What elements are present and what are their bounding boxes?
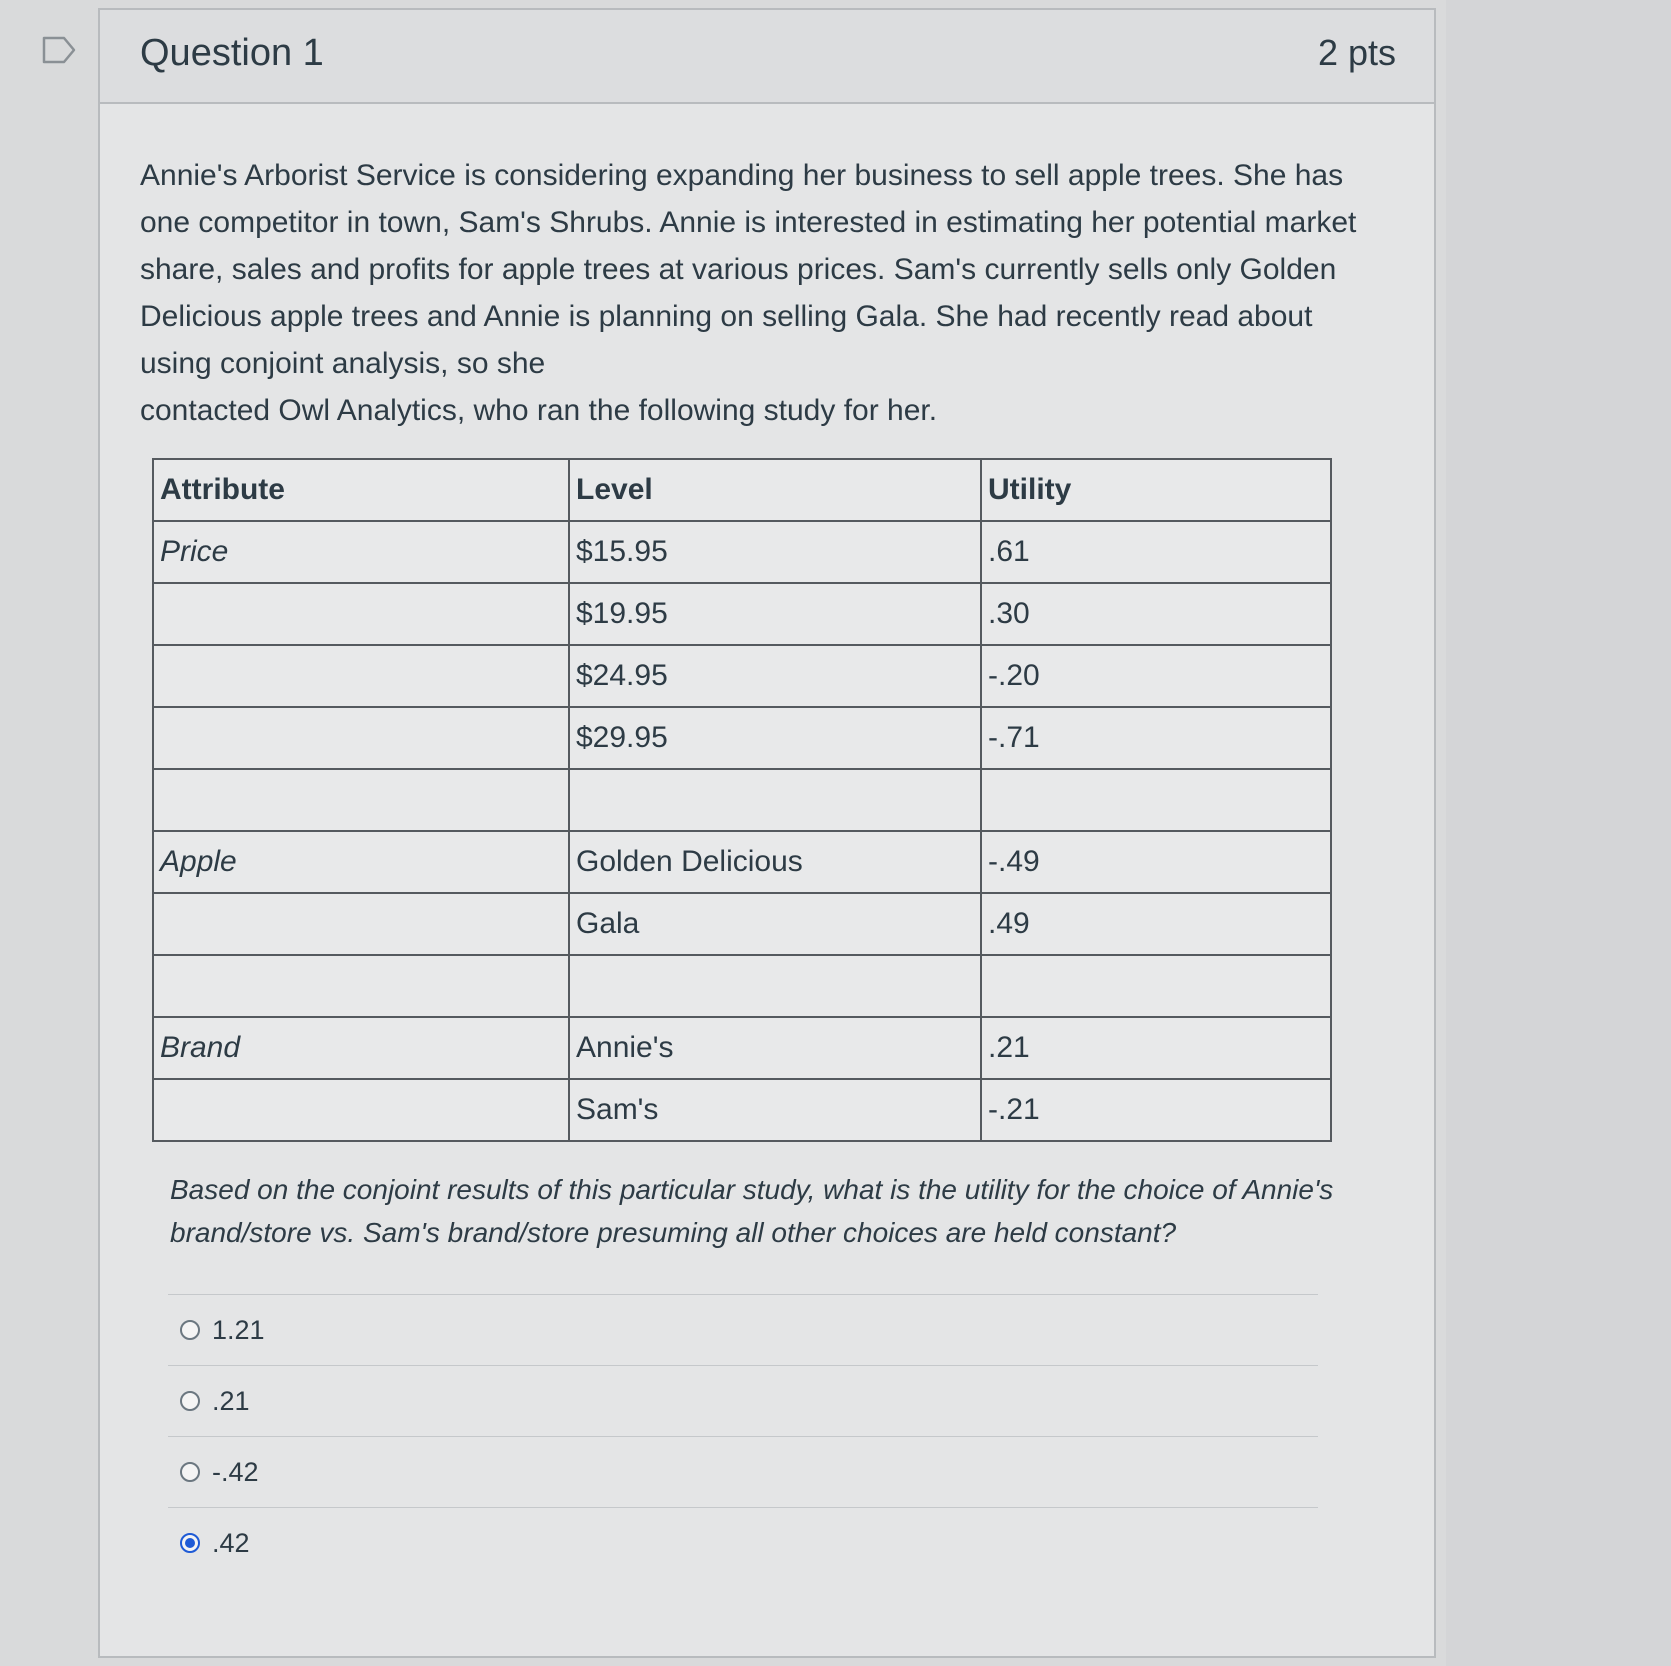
answer-label: .42 bbox=[212, 1527, 250, 1558]
answer-option[interactable] bbox=[168, 1507, 1318, 1578]
cell-level: Annie's bbox=[569, 1017, 981, 1079]
answer-label: 1.21 bbox=[212, 1314, 265, 1345]
radio-unchecked-icon[interactable] bbox=[180, 1462, 200, 1482]
cell-utility: -.49 bbox=[981, 831, 1331, 893]
cell-level: $29.95 bbox=[569, 707, 981, 769]
answer-label: -.42 bbox=[212, 1456, 259, 1487]
cell-attribute bbox=[153, 955, 569, 1017]
cell-utility: .49 bbox=[981, 893, 1331, 955]
table-row bbox=[153, 583, 1331, 645]
cell-utility bbox=[981, 769, 1331, 831]
cell-level: $24.95 bbox=[569, 645, 981, 707]
column-header-level: Level bbox=[569, 459, 981, 521]
cell-attribute bbox=[153, 707, 569, 769]
cell-attribute bbox=[153, 769, 569, 831]
radio-unchecked-icon[interactable] bbox=[180, 1391, 200, 1411]
answer-option[interactable] bbox=[168, 1436, 1318, 1507]
cell-level: Golden Delicious bbox=[569, 831, 981, 893]
cell-attribute bbox=[153, 893, 569, 955]
cell-utility: -.71 bbox=[981, 707, 1331, 769]
table-row bbox=[153, 1017, 1331, 1079]
question-header bbox=[100, 10, 1434, 104]
table-row bbox=[153, 1079, 1331, 1141]
cell-attribute: Brand bbox=[153, 1017, 569, 1079]
cell-level bbox=[569, 955, 981, 1017]
bookmark-flag-icon[interactable] bbox=[42, 36, 76, 64]
cell-level: Sam's bbox=[569, 1079, 981, 1141]
intro-paragraph: Annie's Arborist Service is considering expanding her business to sell apple trees. She has one competitor in town, Sam's Shrubs. Annie is interested in estimating her potential market share, sales and profits for apple trees at various prices. Sam's currently sells only Golden Delicious apple trees and Annie is planning on selling Gala. She had recently read about using conjoint analysis, so she bbox=[140, 159, 1357, 380]
cell-utility bbox=[981, 955, 1331, 1017]
table-body bbox=[153, 521, 1331, 1141]
column-header-utility: Utility bbox=[981, 459, 1331, 521]
cell-level: $15.95 bbox=[569, 521, 981, 583]
question-card bbox=[98, 8, 1436, 1658]
cell-level: $19.95 bbox=[569, 583, 981, 645]
table-row bbox=[153, 769, 1331, 831]
page-right-margin bbox=[1446, 0, 1671, 1666]
cell-attribute bbox=[153, 645, 569, 707]
table-row bbox=[153, 955, 1331, 1017]
question-prompt: Based on the conjoint results of this particular study, what is the utility for the choice of Annie's brand/store vs. Sam's brand/store presuming all other choices are held constant? bbox=[170, 1174, 1334, 1248]
cell-utility: -.20 bbox=[981, 645, 1331, 707]
radio-unchecked-icon[interactable] bbox=[180, 1320, 200, 1340]
cell-attribute: Apple bbox=[153, 831, 569, 893]
question-title: Question 1 bbox=[140, 32, 324, 74]
table-row bbox=[153, 831, 1331, 893]
cell-attribute bbox=[153, 1079, 569, 1141]
cell-utility: .61 bbox=[981, 521, 1331, 583]
conjoint-results-table bbox=[152, 458, 1332, 1142]
table-row bbox=[153, 521, 1331, 583]
cell-level: Gala bbox=[569, 893, 981, 955]
cell-utility: .21 bbox=[981, 1017, 1331, 1079]
table-row bbox=[153, 707, 1331, 769]
answer-label: .21 bbox=[212, 1385, 250, 1416]
question-intro bbox=[140, 152, 1390, 434]
cell-attribute: Price bbox=[153, 521, 569, 583]
column-header-attribute: Attribute bbox=[153, 459, 569, 521]
cell-attribute bbox=[153, 583, 569, 645]
table-row bbox=[153, 893, 1331, 955]
answer-choices bbox=[168, 1294, 1318, 1578]
question-points: 2 pts bbox=[1317, 32, 1396, 73]
table-header-row bbox=[153, 459, 1331, 521]
intro-paragraph: contacted Owl Analytics, who ran the following study for her. bbox=[140, 394, 938, 427]
cell-utility: .30 bbox=[981, 583, 1331, 645]
question-body bbox=[140, 102, 1402, 1656]
answer-option[interactable] bbox=[168, 1365, 1318, 1436]
answer-option[interactable] bbox=[168, 1294, 1318, 1365]
radio-checked-icon[interactable] bbox=[180, 1533, 200, 1553]
cell-utility: -.21 bbox=[981, 1079, 1331, 1141]
cell-level bbox=[569, 769, 981, 831]
table-row bbox=[153, 645, 1331, 707]
